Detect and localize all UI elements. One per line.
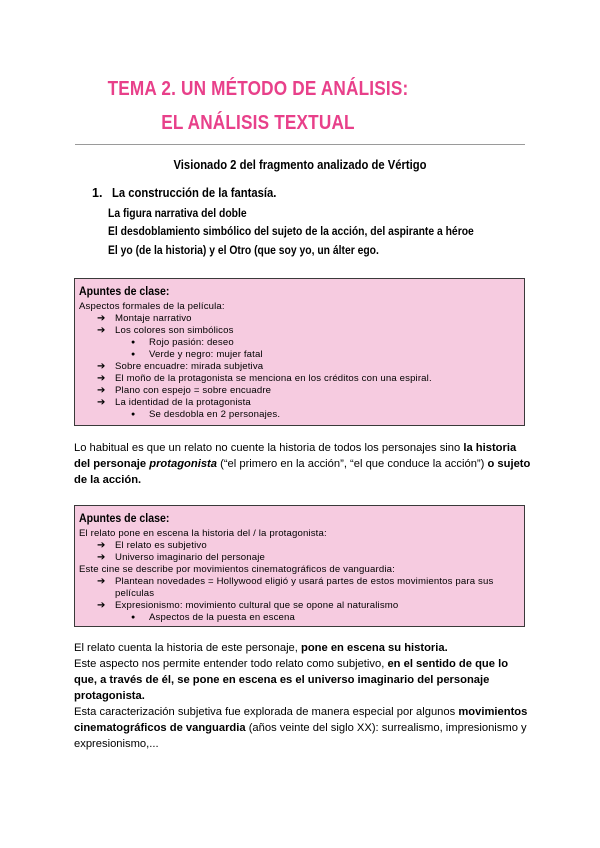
arrow-bullet-icon: ➔ — [97, 600, 106, 611]
dot-bullet-icon: ● — [131, 339, 136, 346]
arrow-bullet-icon: ➔ — [97, 361, 106, 372]
box-line: Se desdobla en 2 personajes. — [149, 409, 281, 420]
box-line: Este cine se describe por movimientos cinematográficos de vanguardia: — [79, 564, 395, 575]
box-heading: Apuntes de clase: — [79, 284, 170, 298]
box-line: películas — [115, 588, 155, 599]
box-line: El moño de la protagonista se menciona en los créditos con una espiral. — [115, 373, 432, 384]
title-divider — [75, 144, 525, 145]
arrow-bullet-icon: ➔ — [97, 540, 106, 551]
box-line: El relato es subjetivo — [115, 540, 207, 551]
section-item: La figura narrativa del doble — [108, 208, 247, 220]
class-notes-box-1 — [74, 278, 525, 426]
section-item: El desdoblamiento simbólico del sujeto de la acción, del aspirante a héroe — [108, 226, 474, 238]
paragraph-2-sentence-1: El relato cuenta la historia de este personaje, pone en escena su historia. — [74, 642, 448, 654]
dot-bullet-icon: ● — [131, 411, 136, 418]
arrow-bullet-icon: ➔ — [97, 385, 106, 396]
subtitle: Visionado 2 del fragmento analizado de Vértigo — [173, 158, 427, 172]
box-line: Montaje narrativo — [115, 313, 192, 324]
arrow-bullet-icon: ➔ — [97, 325, 106, 336]
dot-bullet-icon: ● — [131, 614, 136, 621]
box-line: Aspectos formales de la película: — [79, 301, 225, 312]
paragraph-2-sentence-3: Esta caracterización subjetiva fue explorada de manera especial por algunos movimientos cinematográficos de vanguardia (años veinte del siglo XX): surrealismo, impresionismo y expresionismo,... — [74, 706, 528, 750]
box-line: Expresionismo: movimiento cultural que se opone al naturalismo — [115, 600, 399, 611]
section-number: 1. — [92, 186, 103, 200]
arrow-bullet-icon: ➔ — [97, 552, 106, 563]
arrow-bullet-icon: ➔ — [97, 313, 106, 324]
box-line: Plantean novedades = Hollywood eligió y usará partes de estos movimientos para sus — [115, 576, 494, 587]
box-line: Los colores son simbólicos — [115, 325, 234, 336]
paragraph-2-sentence-2: Este aspecto nos permite entender todo relato como subjetivo, en el sentido de que lo que, a través de él, se pone en escena es el universo imaginario del personaje protagonista. — [74, 658, 509, 702]
arrow-bullet-icon: ➔ — [97, 373, 106, 384]
class-notes-box-2 — [74, 505, 525, 627]
box-line: Rojo pasión: deseo — [149, 337, 234, 348]
box-line: Sobre encuadre: mirada subjetiva — [115, 361, 264, 372]
page-title-line-2: EL ANÁLISIS TEXTUAL — [161, 112, 355, 134]
paragraph-2 — [74, 640, 534, 752]
box-heading: Apuntes de clase: — [79, 511, 170, 525]
box-line: Verde y negro: mujer fatal — [149, 349, 263, 360]
box-line: El relato pone en escena la historia del / la protagonista: — [79, 528, 327, 539]
arrow-bullet-icon: ➔ — [97, 397, 106, 408]
section-item: El yo (de la historia) y el Otro (que soy yo, un álter ego. — [108, 245, 379, 257]
dot-bullet-icon: ● — [131, 351, 136, 358]
page-title-line-1: TEMA 2. UN MÉTODO DE ANÁLISIS: — [107, 78, 409, 100]
arrow-bullet-icon: ➔ — [97, 576, 106, 587]
box-line: Universo imaginario del personaje — [115, 552, 265, 563]
section-title: La construcción de la fantasía. — [112, 186, 277, 200]
box-line: Plano con espejo = sobre encuadre — [115, 385, 272, 396]
box-line: La identidad de la protagonista — [115, 397, 251, 408]
paragraph-1: Lo habitual es que un relato no cuente la historia de todos los personajes sino la historia del personaje protagonista (“el primero en la acción”, “el que conduce la acción”) o sujeto de la acción. — [74, 442, 531, 486]
box-line: Aspectos de la puesta en escena — [149, 612, 295, 623]
